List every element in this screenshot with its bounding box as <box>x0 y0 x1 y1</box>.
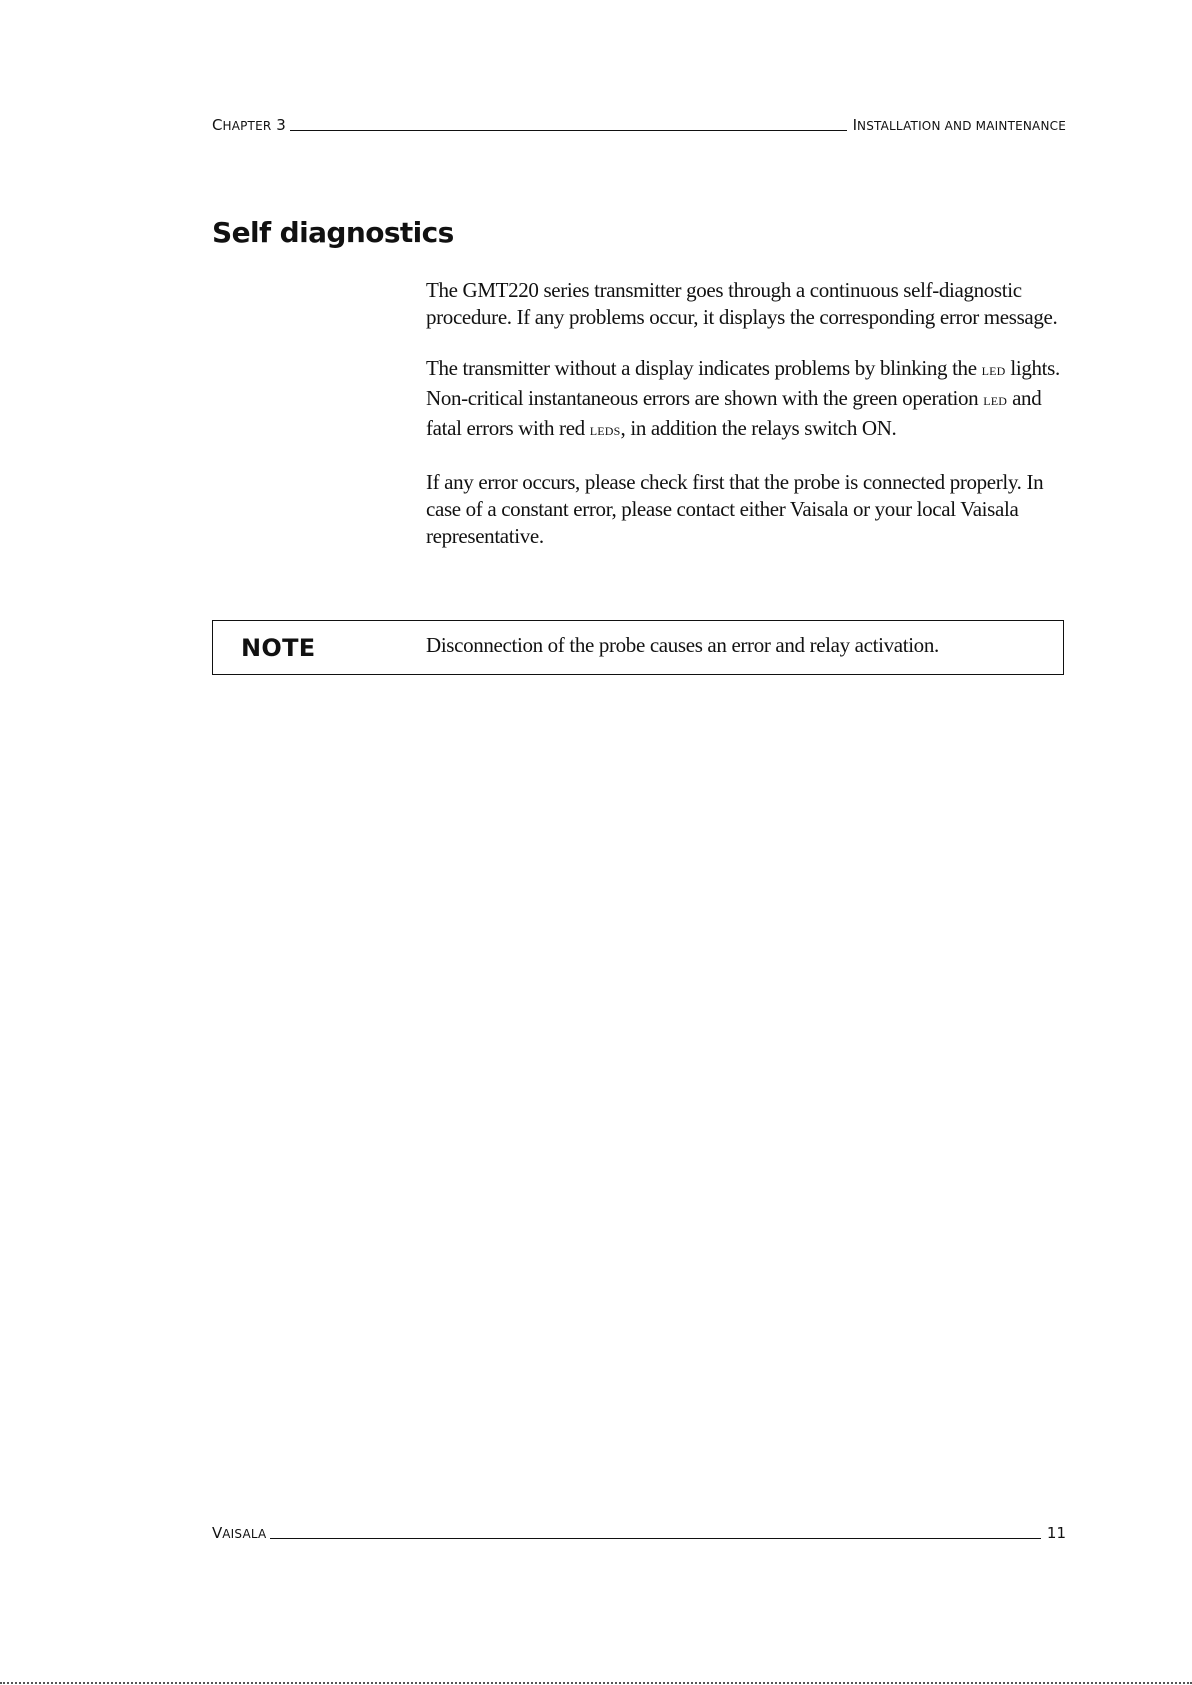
paragraph-2-text-2: lights. Non-critical instantaneous errors are shown with the green operation <box>426 356 1060 410</box>
footer-company-rest: AISALA <box>222 1527 267 1541</box>
paragraph-2-text-3: and fatal errors with red <box>426 386 1042 440</box>
page-bottom-edge <box>0 1682 1192 1684</box>
paragraph-2-text-1: The transmitter without a display indicates problems by blinking the <box>426 356 982 380</box>
footer-company-initial: V <box>212 1524 223 1542</box>
header-chapter <box>212 116 286 134</box>
note-box <box>212 620 1064 675</box>
note-text: Disconnection of the probe causes an error and relay activation. <box>426 633 939 657</box>
led-abbrev-3: LEDS <box>589 424 621 438</box>
page-number: 11 <box>1046 1524 1066 1542</box>
section-body <box>426 277 1066 574</box>
header-section-initial: I <box>852 116 858 134</box>
led-abbrev-1: LED <box>981 364 1006 378</box>
paragraph-3: If any error occurs, please check first that the probe is connected properly. In case of a constant error, please contact either Vaisala or your local Vaisala representative. <box>426 470 1044 548</box>
header-section-title <box>853 116 1066 134</box>
footer-company <box>212 1524 266 1542</box>
paragraph-2 <box>426 355 1066 445</box>
header-chapter-number: 3 <box>276 116 286 134</box>
footer-rule <box>270 1538 1040 1539</box>
section-title: Self diagnostics <box>212 216 454 249</box>
header-rule <box>290 130 847 131</box>
header-section-rest: NSTALLATION AND MAINTENANCE <box>857 119 1066 133</box>
paragraph-1: The GMT220 series transmitter goes through a continuous self-diagnostic procedure. If any problems occur, it displays the corresponding error message. <box>426 278 1058 329</box>
note-label: NOTE <box>241 634 316 662</box>
header-chapter-rest: HAPTER <box>222 119 272 133</box>
header-chapter-initial: C <box>212 116 223 134</box>
page-footer <box>212 1520 1066 1542</box>
paragraph-2-text-4: , in addition the relays switch ON. <box>620 416 897 440</box>
page-header <box>212 112 1066 134</box>
led-abbrev-2: LED <box>983 394 1008 408</box>
